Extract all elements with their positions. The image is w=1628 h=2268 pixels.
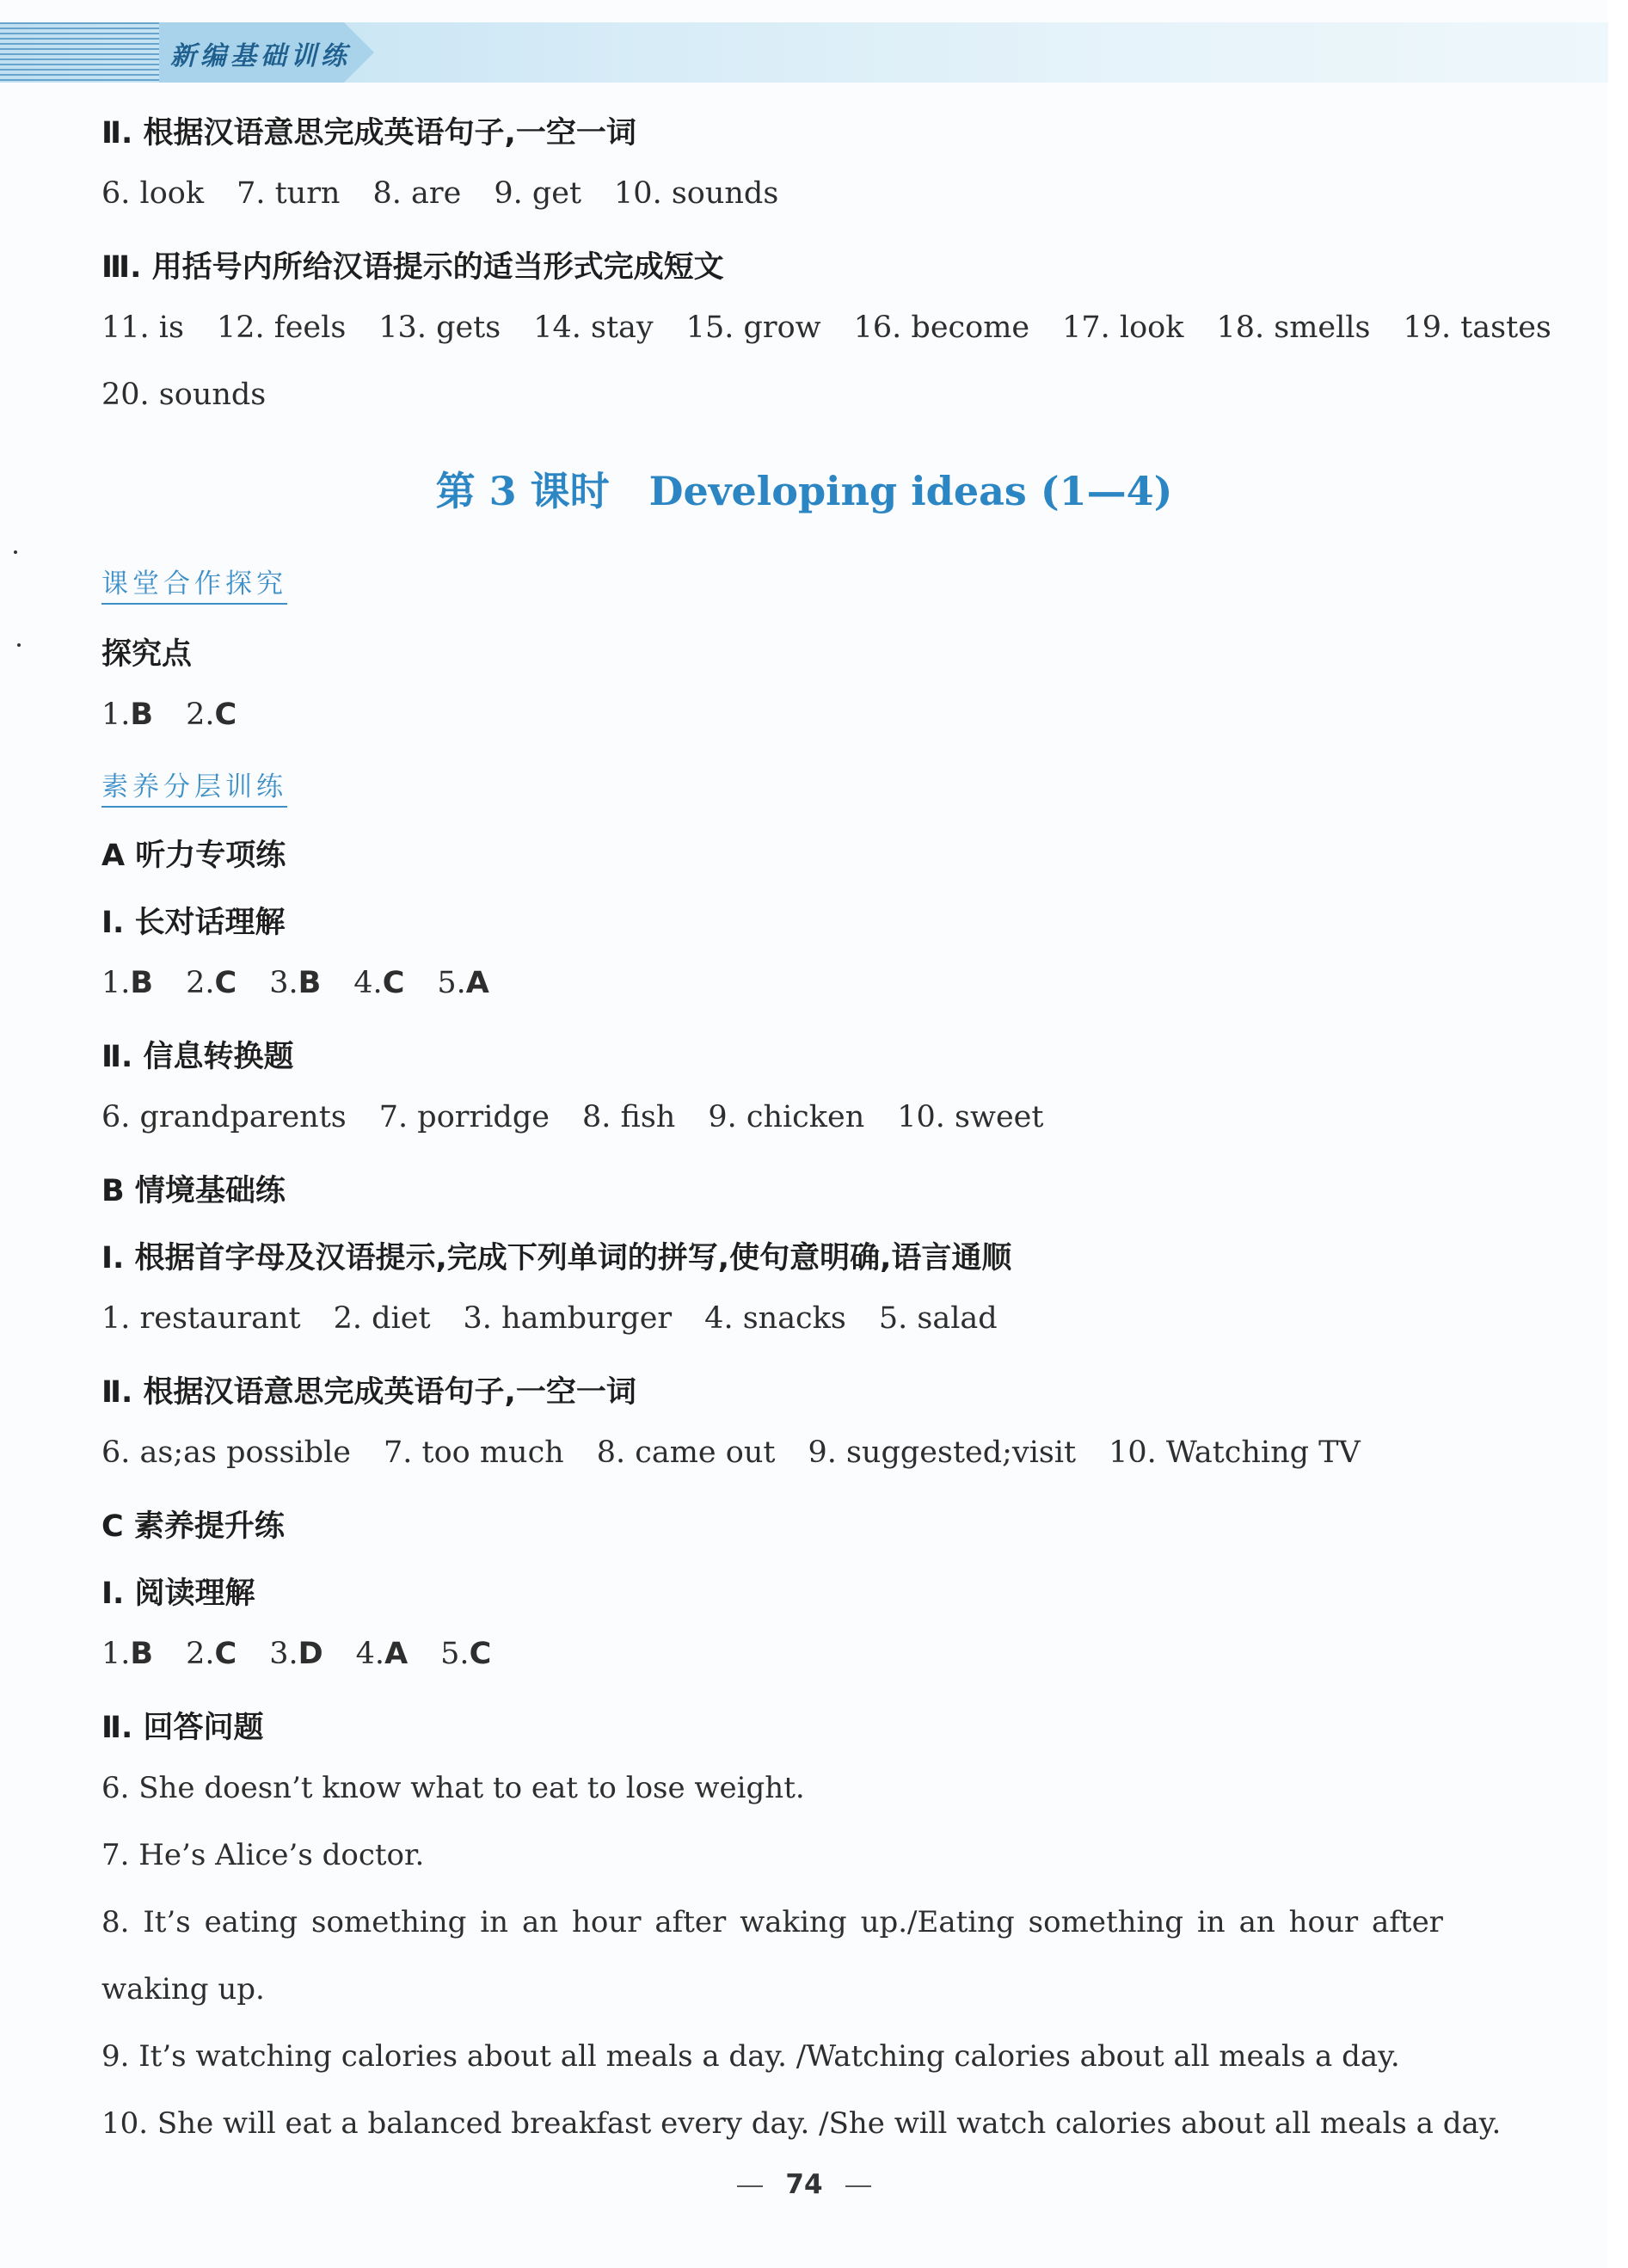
answer-letter: B: [130, 1637, 154, 1671]
answer-item: 8. are: [372, 176, 462, 211]
answer-letter: C: [469, 1637, 492, 1671]
a-part2-heading: Ⅱ. 信息转换题: [101, 1040, 294, 1074]
answer-item: 15. grow: [685, 310, 821, 345]
b-part1-heading: Ⅰ. 根据首字母及汉语提示,完成下列单词的拼写,使句意明确,语言通顺: [101, 1241, 1012, 1275]
answer-letter: C: [214, 698, 237, 732]
answer-item: 5.A: [437, 966, 489, 1000]
answer-item: 9. chicken: [708, 1100, 865, 1134]
answer-letter: B: [130, 966, 154, 1000]
answer-item: 2.C: [186, 966, 237, 1000]
answer-item: 8. came out: [596, 1435, 776, 1470]
margin-mark: [17, 643, 21, 647]
answer-item: 3. hamburger: [463, 1301, 673, 1336]
prev-part2-heading: Ⅱ. 根据汉语意思完成英语句子,一空一词: [101, 116, 636, 151]
answer-item: 9. suggested;visit: [808, 1435, 1077, 1470]
word: It’s: [143, 1905, 191, 1939]
prev-part3-answers-line2: [101, 378, 298, 412]
lesson-title: [0, 460, 1608, 517]
section-c-heading: C 素养提升练: [101, 1509, 285, 1544]
answer-letter: A: [384, 1637, 409, 1671]
answer-item: 8. fish: [581, 1100, 676, 1134]
answer-item: 12. feels: [216, 310, 347, 345]
page-number-value: 74: [785, 2169, 823, 2200]
c-answer-7: 7. He’s Alice’s doctor.: [101, 1838, 425, 1872]
margin-mark: [14, 550, 17, 554]
b-part2-answers: [101, 1435, 1393, 1470]
answer-item: 5. salad: [878, 1301, 998, 1336]
a-part1-answers: [101, 966, 522, 1000]
answer-item: 2.C: [186, 1637, 237, 1671]
prev-part3-heading: Ⅲ. 用括号内所给汉语提示的适当形式完成短文: [101, 250, 724, 285]
a-part1-heading: Ⅰ. 长对话理解: [101, 906, 286, 940]
section-b-heading: B 情境基础练: [101, 1174, 286, 1208]
answer-item: 10. Watching TV: [1109, 1435, 1361, 1470]
training-section-label: 素养分层训练: [101, 765, 287, 803]
answer-item: 6. look: [101, 176, 205, 211]
header-stripes: [0, 22, 159, 83]
answer-item: 7. too much: [384, 1435, 564, 1470]
word: an: [521, 1905, 559, 1939]
answer-item: 3.D: [269, 1637, 323, 1671]
answer-item: 3.B: [269, 966, 322, 1000]
word: 8.: [101, 1905, 130, 1939]
word: hour: [572, 1905, 642, 1939]
series-title: 新编基础训练: [170, 41, 351, 71]
answer-item: 20. sounds: [101, 378, 267, 412]
explore-heading: 探究点: [101, 637, 193, 672]
answer-item: 17. look: [1062, 310, 1184, 345]
answer-item: 1.B: [101, 966, 154, 1000]
answer-letter: C: [382, 966, 405, 1000]
classroom-section-label: 课堂合作探究: [101, 562, 287, 600]
answer-item: 18. smells: [1216, 310, 1371, 345]
answer-item: 5.C: [440, 1637, 492, 1671]
word: something: [311, 1905, 467, 1939]
prev-part2-answers: [101, 176, 811, 211]
word: after: [1372, 1905, 1443, 1939]
word: waking: [740, 1905, 847, 1939]
answer-item: 6. as;as possible: [101, 1435, 351, 1470]
answer-item: 2.C: [186, 698, 237, 732]
answer-item: 10. sounds: [614, 176, 779, 211]
answer-item: 19. tastes: [1403, 310, 1551, 345]
answer-item: 1.B: [101, 698, 154, 732]
answer-letter: A: [465, 966, 489, 1000]
b-part1-answers: [101, 1301, 1030, 1336]
word: something: [1028, 1905, 1184, 1939]
answer-item: 4. snacks: [704, 1301, 846, 1336]
section-a-heading: A 听力专项练: [101, 839, 286, 873]
answer-item: 1. restaurant: [101, 1301, 301, 1336]
word: in: [480, 1905, 509, 1939]
word: an: [1238, 1905, 1275, 1939]
answer-letter: B: [130, 698, 154, 732]
word: up./Eating: [860, 1905, 1015, 1939]
answer-item: 4.C: [353, 966, 405, 1000]
answer-item: 13. gets: [378, 310, 501, 345]
word: in: [1196, 1905, 1226, 1939]
word: after: [654, 1905, 727, 1939]
c-answer-9: 9. It’s watching calories about all meals a day. /Watching calories about all meals a day.: [101, 2039, 1400, 2074]
prev-part3-answers: [101, 310, 1584, 345]
word: hour: [1288, 1905, 1359, 1939]
answer-item: 2. diet: [333, 1301, 431, 1336]
lesson-title-cn: 第 3 课时: [435, 468, 610, 514]
explore-answers: [101, 698, 269, 732]
answer-letter: B: [298, 966, 322, 1000]
c-part2-heading: Ⅱ. 回答问题: [101, 1711, 264, 1745]
answer-item: 10. sweet: [897, 1100, 1044, 1134]
answer-letter: C: [214, 966, 237, 1000]
answer-item: 7. porridge: [378, 1100, 550, 1134]
page-edge: [1608, 0, 1628, 2268]
answer-item: 9. get: [494, 176, 582, 211]
answer-item: 16. become: [853, 310, 1030, 345]
answer-item: 7. turn: [237, 176, 341, 211]
page-number: [0, 2169, 1608, 2200]
answer-item: 14. stay: [533, 310, 654, 345]
c-answer-8-line2: waking up.: [101, 1972, 265, 2007]
answer-letter: C: [214, 1637, 237, 1671]
answer-item: 1.B: [101, 1637, 154, 1671]
lesson-title-en: Developing ideas (1—4): [648, 468, 1173, 514]
answer-item: 4.A: [355, 1637, 409, 1671]
c-answer-8-line1: [101, 1905, 1443, 1939]
word: eating: [204, 1905, 298, 1939]
c-part1-answers: [101, 1637, 524, 1671]
c-part1-heading: Ⅰ. 阅读理解: [101, 1577, 255, 1611]
c-answer-10: 10. She will eat a balanced breakfast every day. /She will watch calories about all meals a day.: [101, 2106, 1502, 2141]
a-part2-answers: [101, 1100, 1076, 1134]
answer-item: 11. is: [101, 310, 184, 345]
c-answer-6: 6. She doesn’t know what to eat to lose weight.: [101, 1771, 805, 1805]
answer-item: 6. grandparents: [101, 1100, 347, 1134]
answer-letter: D: [298, 1637, 323, 1671]
b-part2-heading: Ⅱ. 根据汉语意思完成英语句子,一空一词: [101, 1375, 636, 1410]
